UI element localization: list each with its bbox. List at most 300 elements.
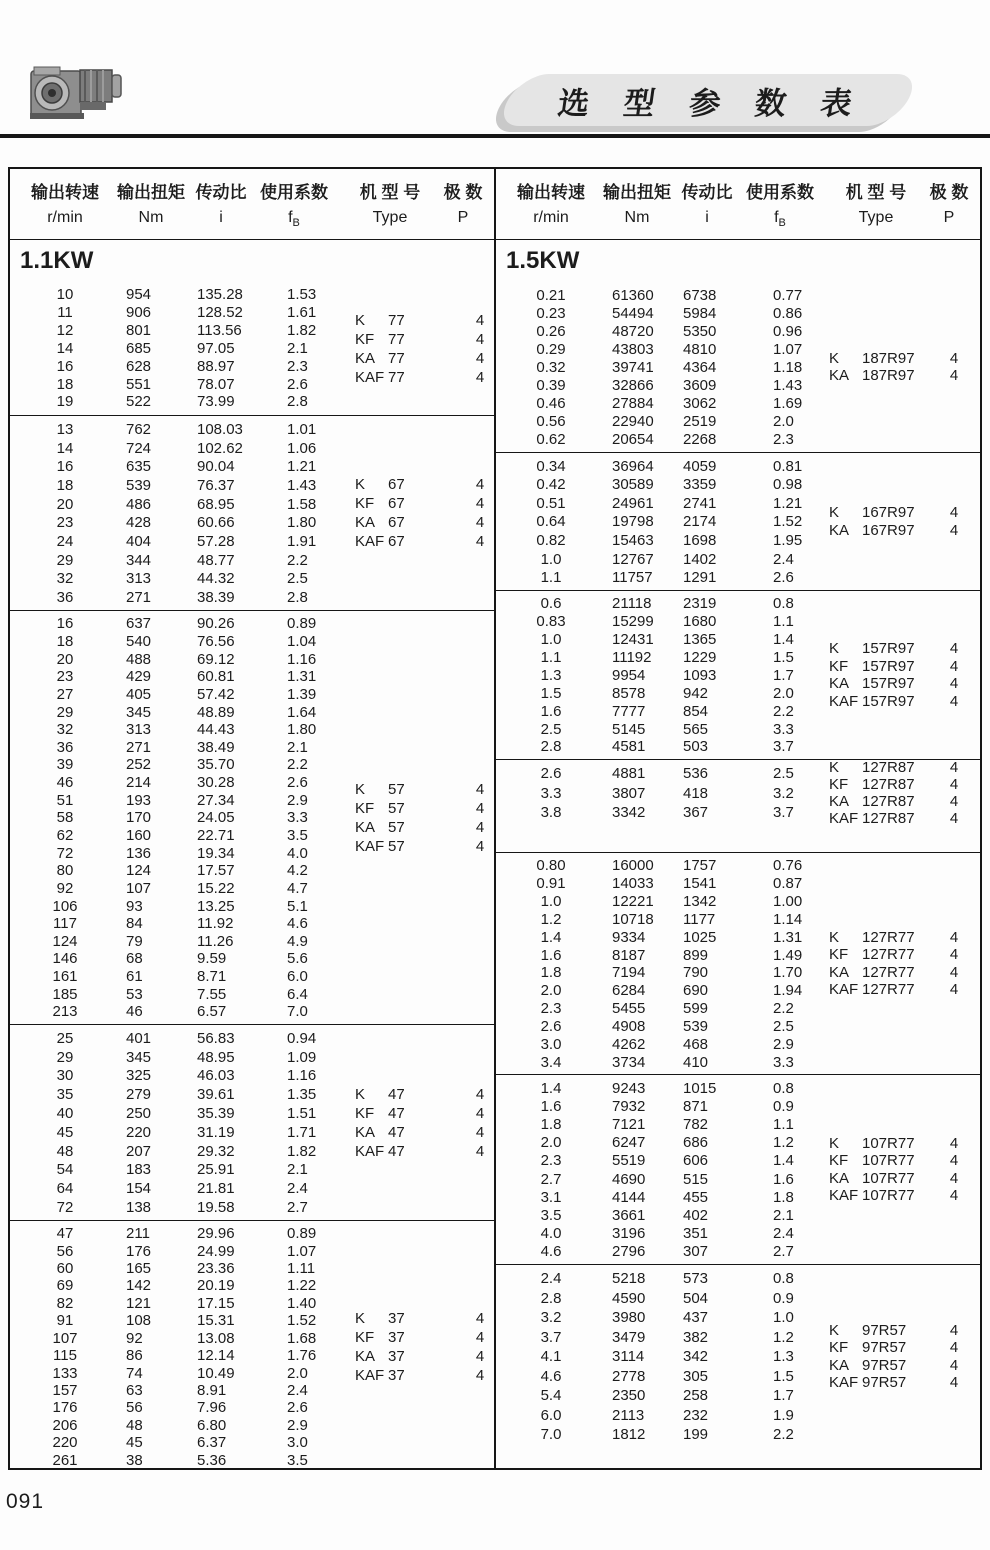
column-header-cn-1: 输出扭矩	[117, 183, 185, 202]
type-group	[829, 1079, 959, 1260]
cell-service-factor: 1.04	[287, 632, 317, 650]
cell-ratio: 504	[683, 1289, 709, 1307]
cell-output-torque: 279	[126, 1086, 152, 1104]
cell-service-factor: 6.4	[287, 985, 308, 1003]
header-divider-rule	[0, 134, 990, 138]
cell-output-speed: 18	[56, 476, 74, 494]
cell-output-speed: 60	[56, 1260, 74, 1278]
cell-service-factor: 4.0	[287, 844, 308, 862]
cell-output-speed: 1.6	[540, 702, 562, 720]
cell-service-factor: 1.52	[773, 513, 803, 531]
cell-ratio: 30.28	[197, 774, 235, 792]
cell-ratio: 2741	[683, 494, 717, 512]
cell-output-speed: 0.34	[536, 457, 566, 475]
cell-service-factor: 2.2	[773, 1000, 794, 1018]
cell-output-torque: 3114	[612, 1348, 645, 1366]
type-size: 127R77	[862, 928, 915, 946]
type-poles: 4	[949, 928, 959, 946]
column-header-unit-2: i	[219, 209, 223, 226]
type-size: 57	[388, 799, 405, 817]
cell-output-speed: 1.0	[540, 893, 562, 911]
type-poles: 4	[949, 1356, 959, 1374]
cell-output-torque: 539	[126, 476, 152, 494]
page-number: 091	[6, 1490, 45, 1513]
type-model: K	[829, 640, 840, 658]
cell-service-factor: 2.6	[287, 375, 308, 393]
cell-output-torque: 5218	[612, 1270, 646, 1288]
type-row	[829, 657, 959, 676]
cell-output-torque: 56	[126, 1399, 143, 1417]
table-row	[10, 1347, 494, 1364]
type-model: K	[355, 780, 366, 798]
cell-ratio: 3609	[683, 376, 717, 394]
cell-output-torque: 271	[126, 738, 152, 756]
cell-service-factor: 1.64	[287, 703, 317, 721]
type-size: 107R77	[862, 1152, 915, 1170]
type-poles: 4	[475, 1142, 485, 1160]
type-row	[829, 809, 959, 827]
type-model: KAF	[829, 692, 859, 710]
cell-ratio: 4364	[683, 358, 717, 376]
table-row	[10, 420, 494, 439]
cell-output-speed: 115	[53, 1347, 77, 1365]
cell-output-speed: 0.83	[536, 613, 566, 631]
cell-ratio: 2268	[683, 430, 717, 448]
cell-output-torque: 11757	[612, 569, 653, 587]
cell-service-factor: 1.43	[773, 376, 803, 394]
type-row	[829, 775, 959, 793]
cell-output-speed: 20	[56, 495, 74, 513]
cell-output-torque: 2796	[612, 1243, 646, 1261]
type-poles: 4	[475, 1309, 485, 1327]
cell-output-speed: 18	[56, 632, 74, 650]
cell-output-torque: 1812	[612, 1426, 646, 1444]
cell-output-speed: 206	[52, 1416, 78, 1434]
cell-ratio: 128.52	[197, 304, 243, 322]
cell-output-torque: 176	[126, 1242, 152, 1260]
cell-output-torque: 252	[126, 756, 152, 774]
cell-ratio: 942	[683, 684, 709, 702]
block-rows	[10, 1221, 494, 1469]
table-row	[10, 1104, 494, 1123]
type-row	[355, 311, 485, 330]
cell-ratio: 8.71	[197, 968, 227, 986]
cell-service-factor: 2.7	[287, 1199, 308, 1217]
cell-service-factor: 1.53	[287, 286, 317, 304]
cell-service-factor: 1.1	[773, 1115, 794, 1133]
cell-ratio: 690	[683, 982, 709, 1000]
table-row	[10, 1161, 494, 1180]
cell-ratio: 1015	[683, 1079, 717, 1097]
cell-ratio: 57.28	[197, 532, 235, 550]
cell-output-torque: 344	[126, 551, 152, 569]
cell-output-torque: 45	[126, 1434, 143, 1452]
power-rating-title: 1.5KW	[506, 247, 580, 274]
type-size: 67	[388, 533, 405, 550]
cell-output-speed: 46	[56, 774, 74, 792]
cell-service-factor: 1.06	[287, 439, 317, 457]
type-row	[829, 675, 959, 693]
cell-output-speed: 0.62	[536, 430, 566, 448]
table-row	[10, 1029, 494, 1048]
column-header-cn-5: 极 数	[929, 183, 969, 202]
cell-ratio: 468	[683, 1035, 709, 1053]
cell-ratio: 232	[683, 1406, 709, 1424]
cell-output-speed: 16	[56, 458, 74, 476]
cell-output-torque: 138	[126, 1199, 152, 1217]
table-row	[10, 968, 494, 986]
cell-ratio: 15.31	[197, 1312, 235, 1330]
cell-service-factor: 1.76	[287, 1347, 317, 1365]
cell-ratio: 68.95	[197, 495, 235, 513]
cell-ratio: 13.08	[197, 1329, 235, 1347]
cell-output-torque: 637	[126, 615, 152, 633]
cell-ratio: 4810	[683, 340, 717, 358]
table-row	[10, 1277, 494, 1294]
type-poles: 4	[475, 533, 485, 550]
cell-output-speed: 14	[56, 439, 74, 457]
cell-ratio: 27.34	[197, 791, 235, 809]
block-rows	[10, 1025, 494, 1217]
type-row	[829, 1339, 959, 1357]
cell-output-speed: 2.0	[540, 1134, 562, 1152]
cell-output-speed: 47	[56, 1225, 74, 1243]
cell-output-speed: 29	[56, 703, 74, 721]
table-row	[10, 668, 494, 686]
cell-service-factor: 1.16	[287, 1067, 317, 1085]
type-size: 187R97	[862, 349, 915, 367]
type-size: 37	[388, 1309, 405, 1327]
cell-output-torque: 7121	[612, 1115, 646, 1133]
cell-output-speed: 117	[53, 915, 77, 933]
table-row	[10, 1198, 494, 1217]
type-poles: 4	[475, 780, 485, 798]
cell-ratio: 44.32	[197, 570, 235, 588]
cell-service-factor: 2.0	[287, 1364, 308, 1382]
cell-service-factor: 4.6	[287, 915, 308, 933]
cell-ratio: 382	[683, 1328, 709, 1346]
cell-output-torque: 428	[126, 514, 152, 532]
type-poles: 4	[949, 792, 959, 810]
type-poles: 4	[475, 1123, 485, 1141]
cell-output-torque: 183	[126, 1161, 152, 1179]
cell-output-torque: 136	[126, 844, 152, 862]
data-block	[10, 282, 494, 415]
cell-service-factor: 2.1	[287, 339, 308, 357]
type-size: 167R97	[862, 504, 915, 522]
cell-service-factor: 2.5	[773, 765, 794, 783]
cell-service-factor: 0.94	[287, 1029, 317, 1047]
cell-output-speed: 32	[56, 570, 74, 588]
cell-output-torque: 250	[126, 1105, 152, 1123]
type-poles: 4	[475, 476, 485, 493]
type-model: KAF	[355, 533, 385, 550]
cell-output-torque: 724	[126, 439, 152, 457]
cell-service-factor: 2.3	[773, 430, 794, 448]
type-row	[829, 640, 959, 658]
cell-output-speed: 36	[56, 589, 74, 607]
cell-output-torque: 12767	[612, 550, 654, 568]
cell-output-torque: 107	[126, 879, 152, 897]
cell-output-torque: 7932	[612, 1097, 646, 1115]
cell-ratio: 1291	[683, 569, 717, 587]
cell-output-torque: 86	[126, 1347, 143, 1365]
cell-output-torque: 84	[126, 915, 143, 933]
cell-service-factor: 1.5	[773, 1367, 794, 1385]
cell-ratio: 11.92	[197, 915, 234, 933]
cell-service-factor: 1.31	[287, 668, 317, 686]
cell-output-torque: 906	[126, 304, 152, 322]
type-poles: 4	[949, 1187, 959, 1205]
table-row	[10, 933, 494, 951]
cell-output-speed: 12	[56, 322, 74, 340]
cell-ratio: 11.26	[197, 932, 234, 950]
type-model: K	[355, 1085, 366, 1103]
cell-ratio: 17.57	[197, 862, 235, 880]
cell-output-torque: 404	[126, 532, 152, 550]
type-size: 57	[388, 837, 405, 855]
type-poles: 4	[475, 495, 485, 512]
type-poles: 4	[949, 349, 959, 367]
cell-output-speed: 2.6	[540, 1017, 562, 1035]
cell-output-torque: 271	[126, 589, 152, 607]
type-poles: 4	[949, 1321, 959, 1339]
cell-service-factor: 1.68	[287, 1329, 317, 1347]
table-row	[10, 1048, 494, 1067]
cell-output-torque: 635	[126, 458, 152, 476]
cell-output-speed: 6.0	[540, 1406, 562, 1424]
table-row	[10, 844, 494, 862]
cell-ratio: 56.83	[197, 1029, 235, 1047]
cell-output-speed: 213	[52, 1003, 78, 1021]
table-row	[10, 880, 494, 898]
cell-ratio: 44.43	[197, 721, 235, 739]
cell-output-torque: 4881	[612, 765, 646, 783]
cell-output-torque: 108	[126, 1312, 152, 1330]
cell-service-factor: 1.00	[773, 893, 803, 911]
cell-output-torque: 3196	[612, 1225, 646, 1243]
cell-ratio: 88.97	[197, 357, 235, 375]
cell-output-torque: 10718	[612, 910, 654, 928]
type-model: K	[355, 476, 366, 493]
cell-ratio: 606	[683, 1152, 709, 1170]
cell-ratio: 78.07	[197, 375, 235, 393]
column-header-cn-3: 使用系数	[746, 183, 814, 202]
cell-output-torque: 121	[126, 1294, 152, 1312]
type-poles: 4	[949, 1134, 959, 1152]
cell-output-torque: 6247	[612, 1134, 646, 1152]
cell-service-factor: 0.8	[773, 1079, 794, 1097]
table-row	[10, 513, 494, 532]
cell-output-speed: 0.51	[536, 494, 566, 512]
cell-service-factor: 1.14	[773, 910, 803, 928]
cell-output-torque: 68	[126, 950, 143, 968]
type-model: KF	[829, 946, 849, 964]
cell-output-speed: 0.23	[536, 304, 566, 322]
cell-output-torque: 19798	[612, 513, 654, 531]
cell-output-torque: 4690	[612, 1170, 646, 1188]
cell-output-torque: 154	[126, 1180, 152, 1198]
type-model: KA	[829, 792, 850, 810]
cell-output-torque: 762	[126, 420, 152, 438]
cell-output-speed: 146	[52, 950, 78, 968]
cell-output-speed: 56	[56, 1242, 74, 1260]
type-poles: 4	[475, 349, 485, 367]
table-row	[10, 615, 494, 633]
cell-output-torque: 6284	[612, 982, 646, 1000]
cell-ratio: 8.91	[197, 1382, 227, 1399]
cell-service-factor: 2.9	[287, 1416, 308, 1434]
cell-output-torque: 79	[126, 932, 143, 950]
cell-ratio: 573	[683, 1270, 709, 1288]
cell-output-torque: 32866	[612, 376, 654, 394]
type-row	[829, 1374, 959, 1392]
cell-output-torque: 7194	[612, 964, 646, 982]
cell-output-speed: 0.26	[536, 322, 566, 340]
cell-service-factor: 1.43	[287, 476, 317, 494]
cell-output-torque: 3479	[612, 1328, 646, 1346]
cell-ratio: 38.39	[197, 589, 235, 607]
cell-output-speed: 11	[57, 304, 73, 322]
cell-ratio: 90.04	[197, 458, 235, 476]
cell-ratio: 565	[683, 720, 709, 738]
cell-ratio: 10.49	[197, 1364, 235, 1382]
type-poles: 4	[949, 963, 959, 981]
type-model: K	[829, 758, 840, 776]
cell-service-factor: 1.5	[773, 649, 794, 667]
type-size: 77	[388, 368, 405, 386]
cell-ratio: 6738	[683, 286, 717, 304]
type-size: 107R77	[862, 1134, 915, 1152]
cell-output-speed: 2.8	[540, 738, 562, 756]
cell-ratio: 1402	[683, 550, 717, 568]
cell-ratio: 57.42	[197, 685, 235, 703]
block-rows	[496, 1265, 980, 1445]
cell-output-speed: 62	[56, 827, 74, 844]
type-group	[829, 457, 959, 586]
cell-output-speed: 2.6	[540, 765, 562, 783]
cell-service-factor: 1.22	[287, 1277, 317, 1295]
cell-output-speed: 3.5	[540, 1206, 562, 1224]
cell-service-factor: 2.2	[773, 702, 794, 720]
type-poles: 4	[949, 367, 959, 385]
type-row	[355, 1309, 485, 1328]
cell-ratio: 1093	[683, 666, 717, 684]
cell-service-factor: 1.2	[773, 1134, 794, 1152]
type-poles: 4	[949, 1152, 959, 1170]
cell-service-factor: 1.51	[287, 1105, 317, 1123]
type-poles: 4	[475, 837, 485, 855]
type-model: KF	[829, 1339, 849, 1356]
type-row	[829, 981, 959, 999]
type-model: KA	[829, 675, 850, 693]
cell-output-torque: 3807	[612, 784, 646, 802]
table-row	[10, 551, 494, 570]
cell-service-factor: 2.1	[287, 1161, 308, 1179]
type-size: 47	[388, 1085, 405, 1103]
page-title: 选 型 参 数 表	[555, 85, 868, 121]
cell-output-speed: 23	[56, 514, 74, 532]
cell-service-factor: 2.0	[773, 684, 794, 702]
type-poles: 4	[949, 775, 959, 793]
type-row	[829, 792, 959, 810]
table-row	[10, 1260, 494, 1277]
data-block	[10, 1220, 494, 1470]
cell-ratio: 24.05	[197, 809, 235, 827]
cell-output-speed: 0.39	[536, 376, 566, 394]
cell-output-torque: 429	[126, 668, 152, 686]
cell-ratio: 46.03	[197, 1067, 235, 1085]
cell-output-torque: 522	[126, 393, 152, 411]
cell-service-factor: 1.61	[287, 304, 317, 322]
type-model: KF	[355, 495, 375, 512]
column-header-cn-5: 极 数	[443, 183, 483, 202]
column-header-unit-1: Nm	[138, 209, 164, 226]
cell-output-speed: 1.3	[540, 666, 562, 684]
table-row	[10, 915, 494, 933]
cell-service-factor: 0.9	[773, 1097, 794, 1115]
cell-output-speed: 2.8	[540, 1289, 562, 1307]
cell-service-factor: 2.4	[773, 1225, 794, 1243]
table-row	[496, 1367, 980, 1387]
type-model: KF	[355, 330, 375, 348]
type-size: 167R97	[862, 521, 915, 539]
cell-output-torque: 3661	[612, 1206, 646, 1224]
cell-service-factor: 1.4	[773, 1152, 794, 1170]
cell-output-torque: 12431	[612, 631, 654, 649]
cell-output-speed: 92	[56, 879, 74, 897]
cell-output-speed: 1.6	[540, 946, 562, 964]
table-row	[10, 375, 494, 393]
table-row	[10, 1003, 494, 1021]
cell-output-torque: 124	[126, 862, 152, 880]
cell-output-torque: 540	[126, 632, 152, 650]
cell-ratio: 31.19	[197, 1123, 235, 1141]
cell-output-torque: 4144	[612, 1188, 646, 1206]
cell-service-factor: 1.94	[773, 982, 803, 1000]
type-row	[829, 367, 959, 385]
data-block	[10, 415, 494, 610]
cell-service-factor: 0.89	[287, 1225, 317, 1243]
cell-output-torque: 7777	[612, 702, 646, 720]
column-headers	[496, 169, 980, 240]
cell-output-torque: 4262	[612, 1035, 646, 1053]
cell-service-factor: 2.2	[773, 1426, 794, 1444]
type-row	[355, 494, 485, 513]
cell-ratio: 1680	[683, 613, 717, 631]
type-row	[355, 368, 485, 387]
table-row	[10, 1225, 494, 1242]
type-poles: 4	[949, 504, 959, 522]
cell-output-torque: 405	[126, 685, 152, 703]
table-row	[10, 495, 494, 514]
type-size: 107R77	[862, 1169, 915, 1187]
cell-output-speed: 7.0	[540, 1426, 562, 1444]
cell-ratio: 12.14	[197, 1347, 235, 1365]
cell-output-torque: 43803	[612, 340, 654, 358]
data-block	[496, 282, 980, 452]
cell-output-speed: 69	[56, 1277, 74, 1295]
type-poles: 4	[475, 1328, 485, 1346]
cell-output-torque: 21118	[612, 595, 652, 613]
cell-service-factor: 1.31	[773, 928, 803, 946]
cell-ratio: 410	[683, 1053, 709, 1071]
cell-output-speed: 25	[56, 1029, 74, 1047]
type-model: KA	[829, 521, 850, 539]
cell-service-factor: 6.0	[287, 968, 308, 986]
cell-ratio: 21.81	[197, 1180, 235, 1198]
cell-service-factor: 1.40	[287, 1294, 317, 1312]
